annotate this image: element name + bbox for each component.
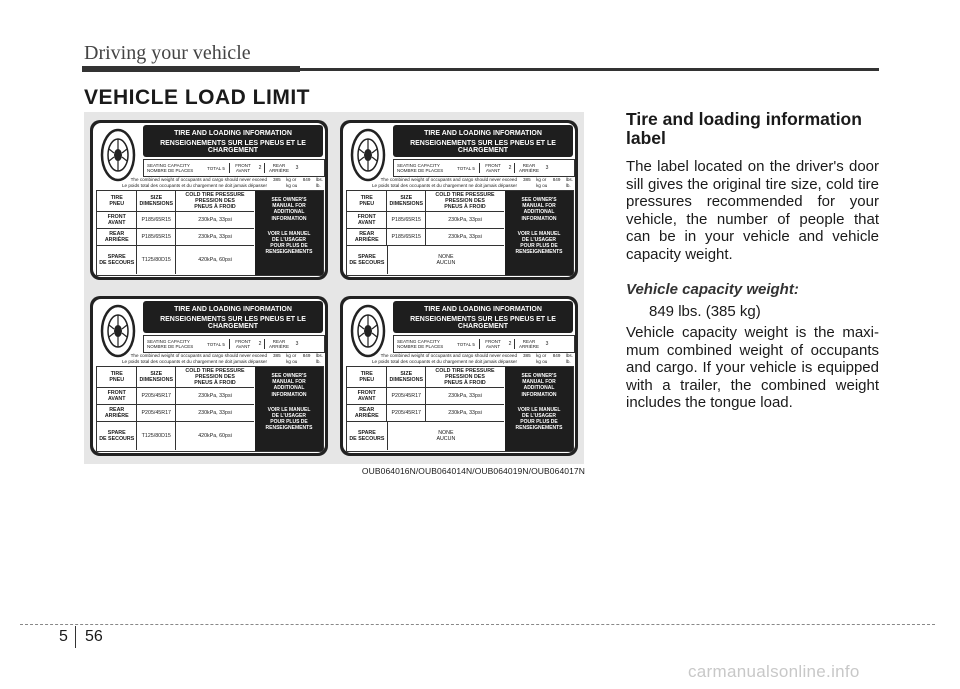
- weight-warning: The combined weight of occupants and cargo should never exceed Le poids total des occupants et du chargement ne doit jamais dépasser 385 kg or kg ou 849 lbs. lb.: [121, 177, 323, 188]
- capacity-subheading: Vehicle capacity weight:: [626, 281, 799, 298]
- tire-pressure-table: [96, 366, 324, 452]
- page-number: 56: [85, 628, 103, 645]
- tire-label-panel-4: [336, 290, 584, 464]
- table-row-front: FRONT AVANT P185/65R15 230kPa, 33psi: [347, 212, 504, 229]
- tire-pressure-table: [346, 190, 574, 276]
- body-paragraph-2: Vehicle capacity weight is the maxi- mum combined weight of occupants and cargo. If your vehicle is equipped with a trailer, the combined weight includes the tongue load.: [626, 324, 879, 411]
- weight-warning: The combined weight of occupants and cargo should never exceed Le poids total des occupants et du chargement ne doit jamais dépasser 385 kg or kg ou 849 lbs. lb.: [121, 353, 323, 364]
- table-header-row: TIRE PNEU SIZE DIMENSIONS COLD TIRE PRESSURE PRESSION DES PNEUS À FROID: [97, 367, 254, 388]
- table-row-spare: SPARE DE SECOURS NONE AUCUN: [347, 422, 504, 450]
- tire-pressure-table: [96, 190, 324, 276]
- weight-warning: The combined weight of occupants and cargo should never exceed Le poids total des occupants et du chargement ne doit jamais dépasser 385 kg or kg ou 849 lbs. lb.: [371, 353, 573, 364]
- table-row-spare: SPARE DE SECOURS NONE AUCUN: [347, 246, 504, 274]
- tire-label-panel-3: [86, 290, 334, 464]
- table-row-rear: REAR ARRIÈRE P205/45R17 230kPa, 33psi: [97, 405, 254, 422]
- see-manual-note: SEE OWNER'S MANUAL FOR ADDITIONAL INFORMATION VOIR LE MANUEL DE L'USAGER POUR PLUS DE RENSEIGNEMENTS: [255, 367, 323, 451]
- seating-capacity-row: SEATING CAPACITY NOMBRE DE PLACES TOTAL 5 FRONT AVANT 2 REAR ARRIÈRE 3: [143, 335, 325, 353]
- see-manual-note: SEE OWNER'S MANUAL FOR ADDITIONAL INFORMATION VOIR LE MANUEL DE L'USAGER POUR PLUS DE RENSEIGNEMENTS: [255, 191, 323, 275]
- label-heading: TIRE AND LOADING INFORMATION RENSEIGNEMENTS SUR LES PNEUS ET LE CHARGEMENT: [143, 301, 323, 333]
- tire-icon: [349, 127, 387, 183]
- table-header-row: TIRE PNEU SIZE DIMENSIONS COLD TIRE PRESSURE PRESSION DES PNEUS À FROID: [97, 191, 254, 212]
- tire-label-panel-2: [336, 114, 584, 288]
- table-header-row: TIRE PNEU SIZE DIMENSIONS COLD TIRE PRESSURE PRESSION DES PNEUS À FROID: [347, 367, 504, 388]
- weight-warning: The combined weight of occupants and cargo should never exceed Le poids total des occupants et du chargement ne doit jamais dépasser 385 kg or kg ou 849 lbs. lb.: [371, 177, 573, 188]
- table-row-rear: REAR ARRIÈRE P185/65R15 230kPa, 33psi: [97, 229, 254, 246]
- label-heading: TIRE AND LOADING INFORMATION RENSEIGNEMENTS SUR LES PNEUS ET LE CHARGEMENT: [393, 301, 573, 333]
- tire-label-card: [340, 120, 578, 280]
- table-row-rear: REAR ARRIÈRE P185/65R15 230kPa, 33psi: [347, 229, 504, 246]
- table-row-spare: SPARE DE SECOURS T125/80D15 420kPa, 60psi: [97, 246, 254, 274]
- tire-label-figure: [84, 112, 584, 464]
- figure-caption: OUB064016N/OUB064014N/OUB064019N/OUB064017N: [361, 466, 585, 476]
- header-rule: [82, 68, 879, 71]
- watermark: carmanualsonline.info: [688, 662, 860, 681]
- tire-icon: [349, 303, 387, 359]
- seating-capacity-row: SEATING CAPACITY NOMBRE DE PLACES TOTAL 5 FRONT AVANT 2 REAR ARRIÈRE 3: [393, 159, 575, 177]
- body-column: [626, 110, 879, 412]
- see-manual-note: SEE OWNER'S MANUAL FOR ADDITIONAL INFORMATION VOIR LE MANUEL DE L'USAGER POUR PLUS DE RENSEIGNEMENTS: [505, 191, 573, 275]
- running-header: Driving your vehicle: [84, 42, 251, 64]
- see-manual-note: SEE OWNER'S MANUAL FOR ADDITIONAL INFORMATION VOIR LE MANUEL DE L'USAGER POUR PLUS DE RENSEIGNEMENTS: [505, 367, 573, 451]
- subsection-heading: Tire and loading information label: [626, 109, 862, 148]
- tire-icon: [99, 127, 137, 183]
- label-heading: TIRE AND LOADING INFORMATION RENSEIGNEMENTS SUR LES PNEUS ET LE CHARGEMENT: [393, 125, 573, 157]
- table-row-spare: SPARE DE SECOURS T125/80D15 420kPa, 60psi: [97, 422, 254, 450]
- section-number: 5: [59, 628, 68, 645]
- tire-label-panel-1: [86, 114, 334, 288]
- capacity-value: 849 lbs. (385 kg): [649, 302, 761, 320]
- tire-label-card: [90, 296, 328, 456]
- table-row-front: FRONT AVANT P205/45R17 230kPa, 33psi: [347, 388, 504, 405]
- footer-rule: [20, 624, 935, 625]
- body-paragraph-1: The label located on the driver's door sill gives the original tire size, cold tire pressures recommended for your vehicle, the number of people that can be in your vehicle and vehicle capacity weight.: [626, 158, 879, 263]
- seating-capacity-row: SEATING CAPACITY NOMBRE DE PLACES TOTAL 5 FRONT AVANT 2 REAR ARRIÈRE 3: [143, 159, 325, 177]
- tire-pressure-table: [346, 366, 574, 452]
- table-row-front: FRONT AVANT P185/65R15 230kPa, 33psi: [97, 212, 254, 229]
- section-title: VEHICLE LOAD LIMIT: [84, 86, 310, 109]
- tire-label-card: [90, 120, 328, 280]
- tire-icon: [99, 303, 137, 359]
- table-header-row: TIRE PNEU SIZE DIMENSIONS COLD TIRE PRESSURE PRESSION DES PNEUS À FROID: [347, 191, 504, 212]
- label-heading: TIRE AND LOADING INFORMATION RENSEIGNEMENTS SUR LES PNEUS ET LE CHARGEMENT: [143, 125, 323, 157]
- table-row-rear: REAR ARRIÈRE P205/45R17 230kPa, 33psi: [347, 405, 504, 422]
- footer-divider: [75, 626, 76, 648]
- table-row-front: FRONT AVANT P205/45R17 230kPa, 33psi: [97, 388, 254, 405]
- tire-label-card: [340, 296, 578, 456]
- seating-capacity-row: SEATING CAPACITY NOMBRE DE PLACES TOTAL 5 FRONT AVANT 2 REAR ARRIÈRE 3: [393, 335, 575, 353]
